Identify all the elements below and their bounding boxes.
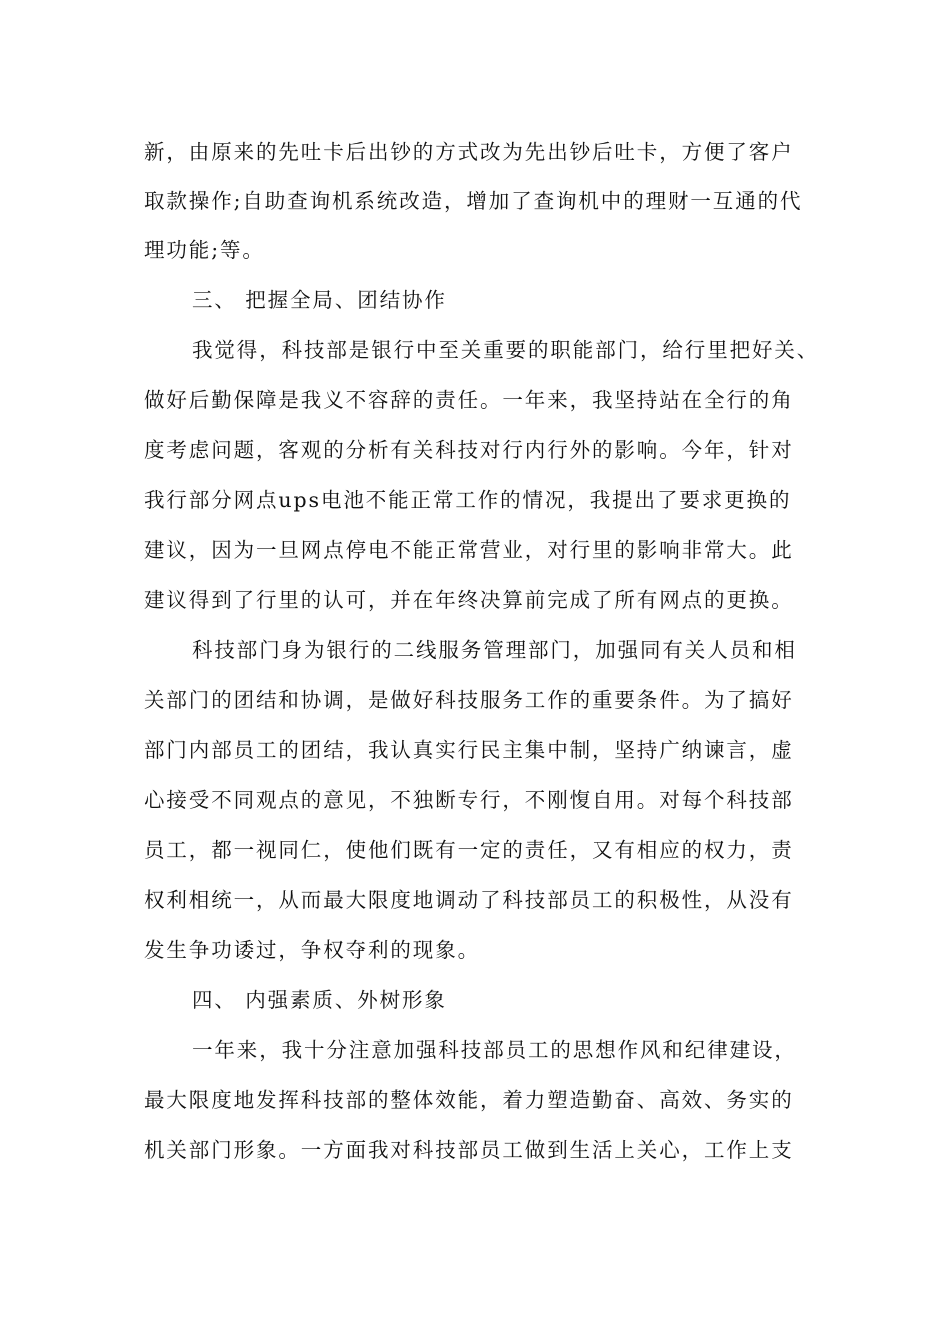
text-line: 机关部门形象。一方面我对科技部员工做到生活上关心，工作上支 xyxy=(144,1138,794,1162)
text-line: 最大限度地发挥科技部的整体效能，着力塑造勤奋、高效、务实的 xyxy=(144,1088,794,1112)
text-line: 建议得到了行里的认可，并在年终决算前完成了所有网点的更换。 xyxy=(144,588,794,612)
text-line: 部门内部员工的团结，我认真实行民主集中制，坚持广纳谏言，虚 xyxy=(144,738,794,762)
text-line: 做好后勤保障是我义不容辞的责任。一年来，我坚持站在全行的角 xyxy=(144,388,794,412)
text-line: 理功能;等。 xyxy=(144,238,265,262)
text-line: 员工，都一视同仁，使他们既有一定的责任，又有相应的权力，责 xyxy=(144,838,794,862)
text-line: 一年来，我十分注意加强科技部员工的思想作风和纪律建设， xyxy=(192,1038,797,1062)
text-line: 建议，因为一旦网点停电不能正常营业，对行里的影响非常大。此 xyxy=(144,538,794,562)
text-line: 关部门的团结和协调，是做好科技服务工作的重要条件。为了搞好 xyxy=(144,688,794,712)
text-line: 取款操作;自助查询机系统改造，增加了查询机中的理财一互通的代 xyxy=(144,189,803,213)
section-heading: 四、 内强素质、外树形象 xyxy=(192,988,447,1012)
text-line: 新，由原来的先吐卡后出钞的方式改为先出钞后吐卡，方便了客户 xyxy=(144,140,794,164)
text-line: 心接受不同观点的意见，不独断专行，不刚愎自用。对每个科技部 xyxy=(144,788,794,812)
section-heading: 三、 把握全局、团结协作 xyxy=(192,288,447,312)
text-line: 发生争功诿过，争权夺利的现象。 xyxy=(144,938,480,962)
text-line: 我行部分网点ups电池不能正常工作的情况，我提出了要求更换的 xyxy=(144,488,792,512)
text-line: 我觉得，科技部是银行中至关重要的职能部门，给行里把好关、 xyxy=(192,338,820,362)
text-line: 科技部门身为银行的二线服务管理部门，加强同有关人员和相 xyxy=(192,638,797,662)
text-line: 权利相统一，从而最大限度地调动了科技部员工的积极性，从没有 xyxy=(144,888,794,912)
text-line: 度考虑问题，客观的分析有关科技对行内行外的影响。今年，针对 xyxy=(144,438,794,462)
